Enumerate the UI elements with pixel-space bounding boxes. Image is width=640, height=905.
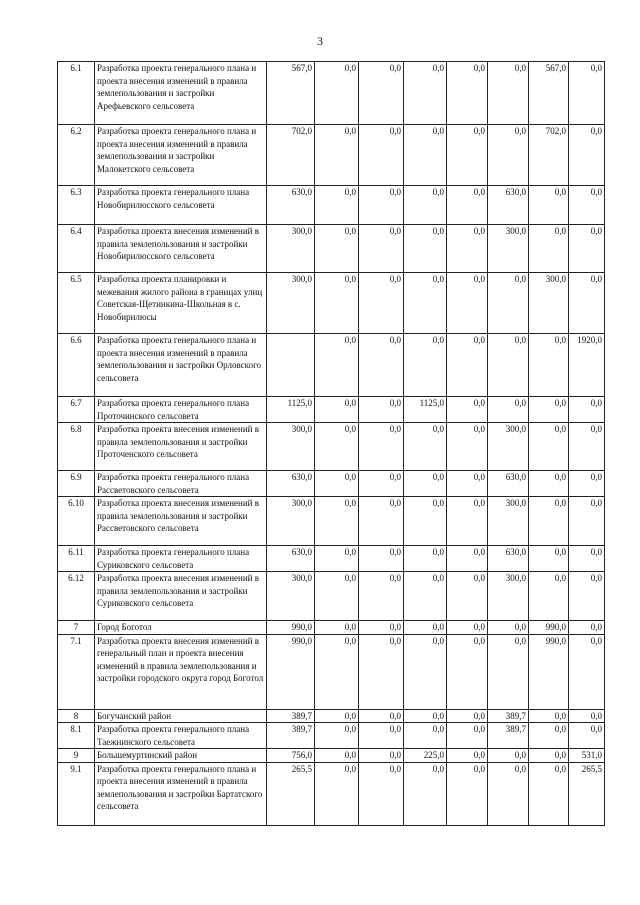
value-cell: 630,0 <box>488 546 529 572</box>
row-description: Разработка проекта генерального плана Рассветовского сельсовета <box>95 471 267 497</box>
row-description: Богучанский район <box>95 709 267 723</box>
value-cell: 0,0 <box>359 723 404 749</box>
value-cell: 0,0 <box>404 125 447 186</box>
table-row <box>58 225 605 273</box>
value-cell: 0,0 <box>529 397 569 423</box>
value-cell: 0,0 <box>404 62 447 125</box>
row-description: Разработка проекта генерального плана Таежнинского сельсовета <box>95 723 267 749</box>
value-cell: 0,0 <box>404 273 447 334</box>
value-cell: 702,0 <box>529 125 569 186</box>
value-cell: 990,0 <box>529 621 569 635</box>
value-cell: 0,0 <box>447 709 488 723</box>
value-cell: 0,0 <box>359 334 404 397</box>
row-description: Разработка проекта планировки и межевания жилого района в границах улиц Советская-Щетинкина-Школьная в с. Новобирилюсы <box>95 273 267 334</box>
value-cell: 0,0 <box>359 572 404 621</box>
value-cell: 0,0 <box>447 546 488 572</box>
table-row <box>58 762 605 825</box>
row-description: Разработка проекта внесения изменений в правила землепользования и застройки Рассветовского сельсовета <box>95 497 267 546</box>
value-cell: 0,0 <box>315 634 359 709</box>
table-row <box>58 125 605 186</box>
value-cell <box>267 334 315 397</box>
value-cell: 0,0 <box>315 546 359 572</box>
value-cell: 0,0 <box>569 709 605 723</box>
row-number: 6.2 <box>58 125 95 186</box>
value-cell: 0,0 <box>359 762 404 825</box>
value-cell: 0,0 <box>359 225 404 273</box>
value-cell: 0,0 <box>404 225 447 273</box>
value-cell: 0,0 <box>569 423 605 471</box>
value-cell: 0,0 <box>447 749 488 763</box>
value-cell: 0,0 <box>359 186 404 225</box>
value-cell: 0,0 <box>359 709 404 723</box>
value-cell: 0,0 <box>447 186 488 225</box>
value-cell: 0,0 <box>569 471 605 497</box>
value-cell: 0,0 <box>359 546 404 572</box>
value-cell: 0,0 <box>447 273 488 334</box>
value-cell: 0,0 <box>447 125 488 186</box>
row-number: 6.10 <box>58 497 95 546</box>
value-cell: 0,0 <box>447 397 488 423</box>
value-cell: 300,0 <box>488 572 529 621</box>
value-cell: 0,0 <box>359 397 404 423</box>
value-cell: 0,0 <box>315 762 359 825</box>
value-cell: 0,0 <box>529 225 569 273</box>
value-cell: 0,0 <box>529 423 569 471</box>
value-cell: 0,0 <box>315 723 359 749</box>
row-description: Разработка проекта генерального плана и проекта внесения изменений в правила землепользования и застройки Арефьевского сельсовета <box>95 62 267 125</box>
row-number: 6.4 <box>58 225 95 273</box>
value-cell: 0,0 <box>569 723 605 749</box>
value-cell: 0,0 <box>404 497 447 546</box>
value-cell: 630,0 <box>267 546 315 572</box>
row-description: Разработка проекта генерального плана и проекта внесения изменений в правила землепользования и застройки Орловского сельсовета <box>95 334 267 397</box>
value-cell: 0,0 <box>529 762 569 825</box>
value-cell: 0,0 <box>359 125 404 186</box>
value-cell: 0,0 <box>529 497 569 546</box>
value-cell: 0,0 <box>315 397 359 423</box>
value-cell: 0,0 <box>447 334 488 397</box>
row-number: 6.12 <box>58 572 95 621</box>
row-number: 8.1 <box>58 723 95 749</box>
table-row <box>58 723 605 749</box>
row-description: Разработка проекта генерального плана Проточинского сельсовета <box>95 397 267 423</box>
value-cell: 0,0 <box>315 125 359 186</box>
value-cell: 0,0 <box>315 497 359 546</box>
value-cell: 0,0 <box>488 621 529 635</box>
value-cell: 702,0 <box>267 125 315 186</box>
value-cell: 0,0 <box>315 273 359 334</box>
value-cell: 0,0 <box>315 62 359 125</box>
row-description: Разработка проекта генерального плана Новобирилюсского сельсовета <box>95 186 267 225</box>
value-cell: 300,0 <box>267 273 315 334</box>
value-cell: 0,0 <box>359 634 404 709</box>
value-cell: 0,0 <box>569 186 605 225</box>
table-row <box>58 621 605 635</box>
value-cell: 0,0 <box>315 423 359 471</box>
value-cell: 0,0 <box>529 471 569 497</box>
value-cell: 756,0 <box>267 749 315 763</box>
table-row <box>58 497 605 546</box>
table-body <box>58 62 605 826</box>
value-cell: 990,0 <box>267 621 315 635</box>
value-cell: 0,0 <box>404 334 447 397</box>
value-cell: 0,0 <box>447 572 488 621</box>
value-cell: 389,7 <box>488 709 529 723</box>
value-cell: 0,0 <box>529 709 569 723</box>
value-cell: 0,0 <box>529 186 569 225</box>
table-row <box>58 709 605 723</box>
value-cell: 0,0 <box>529 546 569 572</box>
value-cell: 0,0 <box>488 334 529 397</box>
value-cell: 0,0 <box>315 225 359 273</box>
value-cell: 389,7 <box>488 723 529 749</box>
value-cell: 0,0 <box>404 186 447 225</box>
value-cell: 0,0 <box>404 762 447 825</box>
value-cell: 300,0 <box>267 497 315 546</box>
row-number: 6.8 <box>58 423 95 471</box>
value-cell: 0,0 <box>488 397 529 423</box>
value-cell: 0,0 <box>315 709 359 723</box>
value-cell: 0,0 <box>569 634 605 709</box>
value-cell: 0,0 <box>404 723 447 749</box>
value-cell: 0,0 <box>569 273 605 334</box>
value-cell: 567,0 <box>267 62 315 125</box>
value-cell: 0,0 <box>447 471 488 497</box>
value-cell: 265,5 <box>569 762 605 825</box>
row-description: Разработка проекта внесения изменений в правила землепользования и застройки Суриковского сельсовета <box>95 572 267 621</box>
value-cell: 0,0 <box>447 634 488 709</box>
page-number: 3 <box>317 34 323 48</box>
value-cell: 300,0 <box>529 273 569 334</box>
value-cell: 0,0 <box>447 723 488 749</box>
value-cell: 0,0 <box>404 423 447 471</box>
row-number: 6.6 <box>58 334 95 397</box>
value-cell: 630,0 <box>267 471 315 497</box>
row-description: Разработка проекта внесения изменений в правила землепользования и застройки Проточенского сельсовета <box>95 423 267 471</box>
value-cell: 0,0 <box>315 749 359 763</box>
value-cell: 0,0 <box>359 423 404 471</box>
table-row <box>58 471 605 497</box>
value-cell: 0,0 <box>569 397 605 423</box>
row-number: 7.1 <box>58 634 95 709</box>
value-cell: 0,0 <box>315 621 359 635</box>
table-row <box>58 397 605 423</box>
value-cell: 0,0 <box>447 423 488 471</box>
value-cell: 0,0 <box>529 572 569 621</box>
value-cell: 0,0 <box>488 125 529 186</box>
table-row <box>58 546 605 572</box>
row-number: 9.1 <box>58 762 95 825</box>
value-cell: 630,0 <box>267 186 315 225</box>
value-cell: 0,0 <box>447 621 488 635</box>
value-cell: 300,0 <box>488 423 529 471</box>
value-cell: 389,7 <box>267 709 315 723</box>
value-cell: 0,0 <box>359 749 404 763</box>
value-cell: 0,0 <box>359 497 404 546</box>
value-cell: 0,0 <box>447 497 488 546</box>
value-cell: 0,0 <box>404 546 447 572</box>
value-cell: 0,0 <box>359 621 404 635</box>
row-number: 9 <box>58 749 95 763</box>
row-number: 6.5 <box>58 273 95 334</box>
value-cell: 990,0 <box>529 634 569 709</box>
value-cell: 1125,0 <box>404 397 447 423</box>
value-cell: 0,0 <box>569 621 605 635</box>
value-cell: 567,0 <box>529 62 569 125</box>
row-description: Город Боготол <box>95 621 267 635</box>
value-cell: 300,0 <box>267 225 315 273</box>
table-row <box>58 186 605 225</box>
value-cell: 0,0 <box>404 709 447 723</box>
value-cell: 0,0 <box>529 749 569 763</box>
row-description: Разработка проекта генерального плана Суриковского сельсовета <box>95 546 267 572</box>
value-cell: 300,0 <box>267 423 315 471</box>
value-cell: 0,0 <box>569 225 605 273</box>
value-cell: 990,0 <box>267 634 315 709</box>
value-cell: 0,0 <box>315 186 359 225</box>
value-cell: 0,0 <box>404 621 447 635</box>
table-row <box>58 62 605 125</box>
value-cell: 630,0 <box>488 471 529 497</box>
row-number: 7 <box>58 621 95 635</box>
row-description: Разработка проекта генерального плана и проекта внесения изменений в правила землепользования и застройки Бартатского сельсовета <box>95 762 267 825</box>
value-cell: 0,0 <box>447 762 488 825</box>
table-row <box>58 423 605 471</box>
value-cell: 1125,0 <box>267 397 315 423</box>
value-cell: 300,0 <box>267 572 315 621</box>
table-row <box>58 749 605 763</box>
value-cell: 630,0 <box>488 186 529 225</box>
value-cell: 300,0 <box>488 225 529 273</box>
value-cell: 0,0 <box>569 62 605 125</box>
value-cell: 0,0 <box>447 62 488 125</box>
row-number: 6.3 <box>58 186 95 225</box>
row-description: Разработка проекта внесения изменений в правила землепользования и застройки Новобирилюсского сельсовета <box>95 225 267 273</box>
value-cell: 0,0 <box>488 273 529 334</box>
value-cell: 0,0 <box>404 572 447 621</box>
value-cell: 0,0 <box>569 497 605 546</box>
program-table <box>57 61 605 826</box>
value-cell: 0,0 <box>315 471 359 497</box>
value-cell: 0,0 <box>569 572 605 621</box>
value-cell: 0,0 <box>359 62 404 125</box>
value-cell: 0,0 <box>529 723 569 749</box>
value-cell: 0,0 <box>488 634 529 709</box>
value-cell: 265,5 <box>267 762 315 825</box>
table-row <box>58 572 605 621</box>
value-cell: 0,0 <box>488 62 529 125</box>
row-number: 6.9 <box>58 471 95 497</box>
table-row <box>58 634 605 709</box>
table-row <box>58 334 605 397</box>
table-row <box>58 273 605 334</box>
row-number: 6.11 <box>58 546 95 572</box>
value-cell: 531,0 <box>569 749 605 763</box>
value-cell: 0,0 <box>359 471 404 497</box>
row-number: 6.7 <box>58 397 95 423</box>
value-cell: 0,0 <box>404 634 447 709</box>
row-number: 6.1 <box>58 62 95 125</box>
row-description: Большемуртинский район <box>95 749 267 763</box>
value-cell: 0,0 <box>529 334 569 397</box>
value-cell: 0,0 <box>315 334 359 397</box>
value-cell: 0,0 <box>404 471 447 497</box>
value-cell: 225,0 <box>404 749 447 763</box>
value-cell: 300,0 <box>488 497 529 546</box>
value-cell: 0,0 <box>569 546 605 572</box>
value-cell: 0,0 <box>488 762 529 825</box>
value-cell: 1920,0 <box>569 334 605 397</box>
value-cell: 0,0 <box>569 125 605 186</box>
value-cell: 0,0 <box>488 749 529 763</box>
value-cell: 0,0 <box>315 572 359 621</box>
row-number: 8 <box>58 709 95 723</box>
value-cell: 0,0 <box>359 273 404 334</box>
row-description: Разработка проекта внесения изменений в генеральный план и проекта внесения изменений в правила землепользования и застройки городского округа город Боготол <box>95 634 267 709</box>
row-description: Разработка проекта генерального плана и проекта внесения изменений в правила землепользования и застройки Малокетского сельсовета <box>95 125 267 186</box>
value-cell: 0,0 <box>447 225 488 273</box>
value-cell: 389,7 <box>267 723 315 749</box>
